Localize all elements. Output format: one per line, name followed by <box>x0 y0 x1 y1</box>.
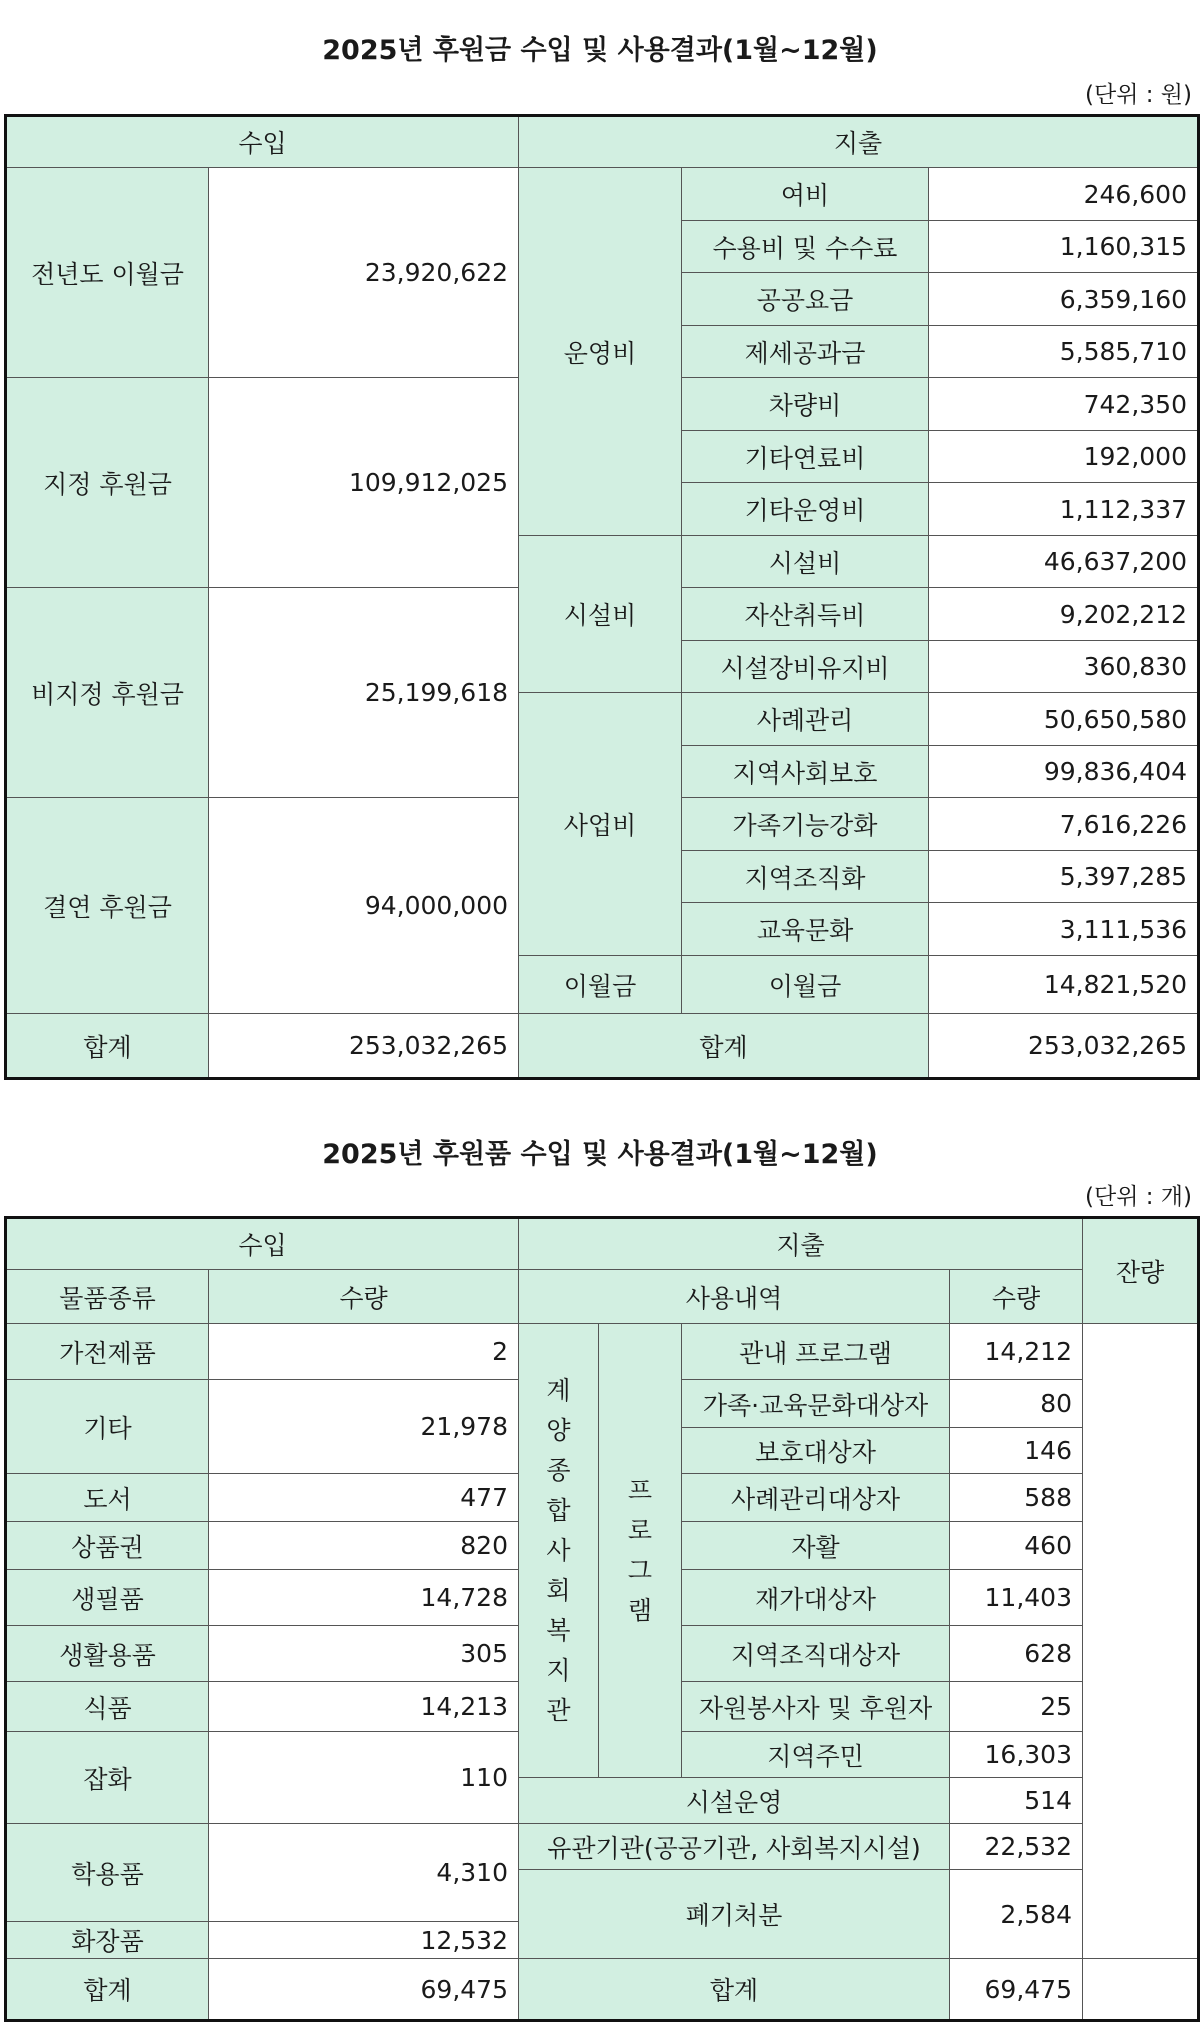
expense-total-value: 253,032,265 <box>929 1014 1199 1079</box>
goods-expense-header: 지출 <box>519 1218 1083 1270</box>
goods-item-label: 생필품 <box>6 1570 209 1626</box>
income-header: 수입 <box>6 116 519 168</box>
goods-table-title: 2025년 후원품 수입 및 사용결과(1월~12월) <box>322 1139 878 1170</box>
expense-item-label: 차량비 <box>682 378 929 430</box>
goods-income-total-label: 합계 <box>6 1959 209 2021</box>
income-value: 23,920,622 <box>209 168 519 378</box>
expense-item-value: 9,202,212 <box>929 588 1199 640</box>
usage-item-qty: 588 <box>950 1474 1083 1522</box>
usage-item-label: 지역주민 <box>682 1732 950 1778</box>
expense-item-label: 시설장비유지비 <box>682 640 929 692</box>
goods-income-total-value: 69,475 <box>209 1959 519 2021</box>
goods-item-label: 가전제품 <box>6 1324 209 1380</box>
goods-col-usage: 사용내역 <box>519 1270 950 1324</box>
expense-item-value: 99,836,404 <box>929 745 1199 797</box>
goods-item-label: 도서 <box>6 1474 209 1522</box>
usage-item-label: 사례관리대상자 <box>682 1474 950 1522</box>
usage-item-qty: 22,532 <box>950 1824 1083 1870</box>
expense-item-label: 수용비 및 수수료 <box>682 220 929 272</box>
expense-item-value: 5,585,710 <box>929 325 1199 377</box>
usage-item-qty: 146 <box>950 1428 1083 1474</box>
usage-item-qty: 2,584 <box>950 1870 1083 1959</box>
income-total-label: 합계 <box>6 1014 209 1079</box>
expense-item-label: 가족기능강화 <box>682 798 929 850</box>
goods-expense-total-label: 합계 <box>519 1959 950 2021</box>
goods-item-label: 상품권 <box>6 1522 209 1570</box>
expense-item-label: 지역조직화 <box>682 850 929 902</box>
goods-item-qty: 12,532 <box>209 1922 519 1959</box>
expense-item-value: 14,821,520 <box>929 955 1199 1014</box>
usage-item-qty: 11,403 <box>950 1570 1083 1626</box>
expense-group-label: 이월금 <box>519 955 682 1014</box>
expense-item-value: 3,111,536 <box>929 903 1199 955</box>
expense-item-label: 사례관리 <box>682 693 929 745</box>
expense-item-label: 기타운영비 <box>682 483 929 535</box>
usage-item-qty: 460 <box>950 1522 1083 1570</box>
usage-item-qty: 514 <box>950 1778 1083 1824</box>
usage-item-qty: 16,303 <box>950 1732 1083 1778</box>
usage-item-qty: 14,212 <box>950 1324 1083 1380</box>
expense-group-label: 시설비 <box>519 535 682 692</box>
expense-item-label: 기타연료비 <box>682 430 929 482</box>
expense-item-value: 246,600 <box>929 168 1199 220</box>
usage-item-qty: 80 <box>950 1380 1083 1428</box>
goods-item-qty: 820 <box>209 1522 519 1570</box>
expense-item-label: 여비 <box>682 168 929 220</box>
expense-item-value: 742,350 <box>929 378 1199 430</box>
goods-col-usage-qty: 수량 <box>950 1270 1083 1324</box>
expense-item-value: 360,830 <box>929 640 1199 692</box>
org-vertical-label: 계 양 종 합 사 회 복 지 관 <box>519 1324 599 1778</box>
expense-item-value: 192,000 <box>929 430 1199 482</box>
expense-item-value: 1,112,337 <box>929 483 1199 535</box>
expense-group-label: 운영비 <box>519 168 682 535</box>
goods-item-qty: 4,310 <box>209 1824 519 1922</box>
goods-item-label: 기타 <box>6 1380 209 1474</box>
usage-item-label: 관내 프로그램 <box>682 1324 950 1380</box>
donation-money-table <box>4 114 1200 1080</box>
expense-item-value: 6,359,160 <box>929 273 1199 325</box>
goods-item-qty: 14,213 <box>209 1682 519 1732</box>
usage-item-label: 자활 <box>682 1522 950 1570</box>
program-vertical-label: 프 로 그 램 <box>599 1324 682 1778</box>
expense-group-label: 사업비 <box>519 693 682 955</box>
expense-item-value: 50,650,580 <box>929 693 1199 745</box>
goods-item-label: 생활용품 <box>6 1626 209 1682</box>
goods-item-qty: 477 <box>209 1474 519 1522</box>
expense-item-value: 46,637,200 <box>929 535 1199 587</box>
usage-item-label: 가족·교육문화대상자 <box>682 1380 950 1428</box>
usage-item-qty: 628 <box>950 1626 1083 1682</box>
goods-item-qty: 21,978 <box>209 1380 519 1474</box>
usage-item-qty: 25 <box>950 1682 1083 1732</box>
goods-item-qty: 110 <box>209 1732 519 1824</box>
income-label: 비지정 후원금 <box>6 588 209 798</box>
income-value: 109,912,025 <box>209 378 519 588</box>
expense-header: 지출 <box>519 116 1199 168</box>
expense-item-value: 7,616,226 <box>929 798 1199 850</box>
goods-item-label: 학용품 <box>6 1824 209 1922</box>
income-value: 25,199,618 <box>209 588 519 798</box>
goods-item-qty: 14,728 <box>209 1570 519 1626</box>
usage-item-label: 자원봉사자 및 후원자 <box>682 1682 950 1732</box>
goods-expense-total-value: 69,475 <box>950 1959 1083 2021</box>
goods-item-qty: 2 <box>209 1324 519 1380</box>
expense-item-label: 제세공과금 <box>682 325 929 377</box>
money-table-title: 2025년 후원금 수입 및 사용결과(1월~12월) <box>322 35 878 66</box>
expense-item-label: 자산취득비 <box>682 588 929 640</box>
income-total-value: 253,032,265 <box>209 1014 519 1079</box>
goods-remain-total <box>1083 1959 1199 2021</box>
goods-col-item: 물품종류 <box>6 1270 209 1324</box>
usage-item-label: 폐기처분 <box>519 1870 950 1959</box>
goods-item-label: 식품 <box>6 1682 209 1732</box>
expense-item-label: 시설비 <box>682 535 929 587</box>
usage-item-label: 지역조직대상자 <box>682 1626 950 1682</box>
remain-cell <box>1083 1324 1199 1959</box>
expense-item-value: 5,397,285 <box>929 850 1199 902</box>
expense-total-label: 합계 <box>519 1014 929 1079</box>
income-label: 결연 후원금 <box>6 798 209 1014</box>
goods-item-label: 화장품 <box>6 1922 209 1959</box>
expense-item-label: 공공요금 <box>682 273 929 325</box>
income-value: 94,000,000 <box>209 798 519 1014</box>
goods-col-qty: 수량 <box>209 1270 519 1324</box>
expense-item-label: 교육문화 <box>682 903 929 955</box>
income-label: 전년도 이월금 <box>6 168 209 378</box>
goods-income-header: 수입 <box>6 1218 519 1270</box>
expense-item-label: 이월금 <box>682 955 929 1014</box>
usage-item-label: 보호대상자 <box>682 1428 950 1474</box>
usage-item-label: 재가대상자 <box>682 1570 950 1626</box>
expense-item-value: 1,160,315 <box>929 220 1199 272</box>
usage-item-label: 시설운영 <box>519 1778 950 1824</box>
donation-goods-table <box>4 1216 1200 2022</box>
goods-unit-label: (단위 : 개) <box>1085 1184 1192 1210</box>
goods-remain-header: 잔량 <box>1083 1218 1199 1324</box>
income-label: 지정 후원금 <box>6 378 209 588</box>
goods-item-label: 잡화 <box>6 1732 209 1824</box>
usage-item-label: 유관기관(공공기관, 사회복지시설) <box>519 1824 950 1870</box>
goods-item-qty: 305 <box>209 1626 519 1682</box>
expense-item-label: 지역사회보호 <box>682 745 929 797</box>
money-unit-label: (단위 : 원) <box>1085 82 1192 108</box>
